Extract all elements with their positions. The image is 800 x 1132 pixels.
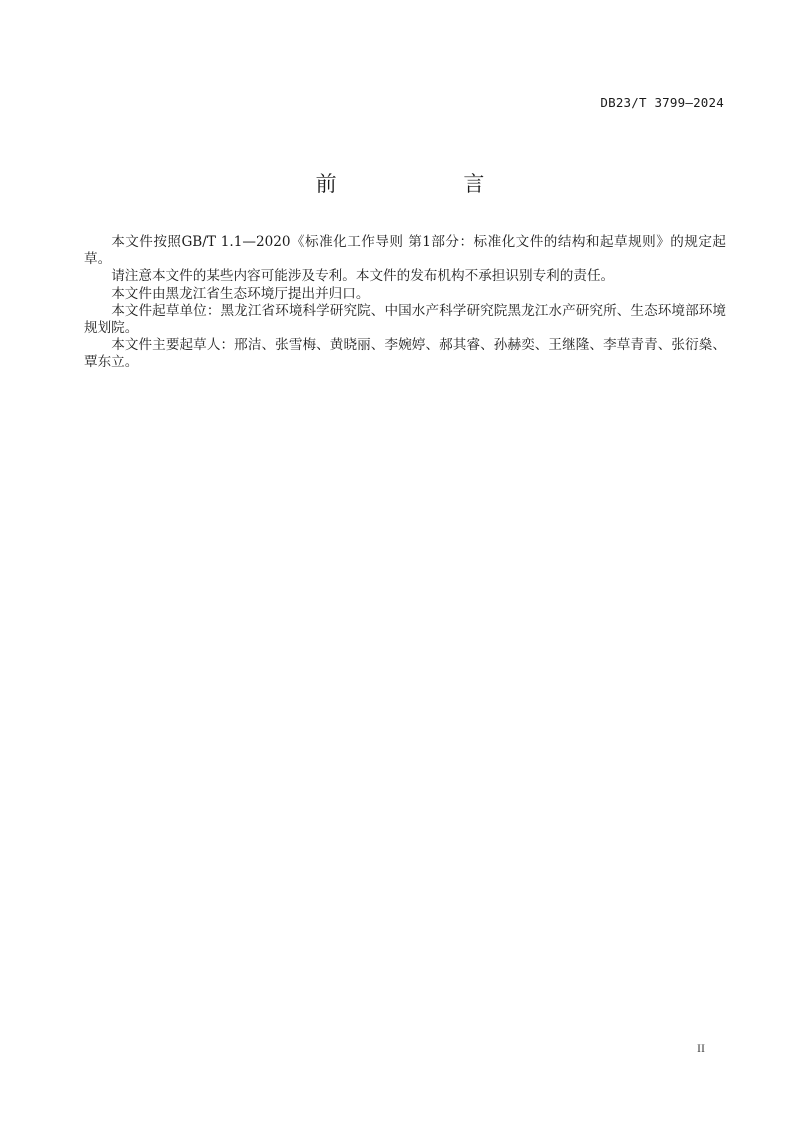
foreword-body: [84, 234, 726, 372]
section-title-foreword: 前 言: [315, 172, 525, 196]
paragraph-drafting-rules: 本文件按照GB/T 1.1—2020《标准化工作导则 第1部分：标准化文件的结构和起草规则》的规定起草。: [84, 234, 726, 268]
paragraph-patent-notice: 请注意本文件的某些内容可能涉及专利。本文件的发布机构不承担识别专利的责任。: [111, 268, 615, 285]
paragraph-proposer: 本文件由黑龙江省生态环境厅提出并归口。: [111, 285, 370, 302]
page-number: II: [697, 1041, 705, 1055]
paragraph-drafters: 本文件主要起草人：邢洁、张雪梅、黄晓丽、李婉婷、郝其睿、孙赫奕、王继隆、李草青青、张衍燊、覃东立。: [84, 337, 726, 371]
document-code: DB23/T 3799—2024: [600, 95, 724, 110]
paragraph-drafting-units: 本文件起草单位：黑龙江省环境科学研究院、中国水产科学研究院黑龙江水产研究所、生态环境部环境规划院。: [84, 302, 726, 337]
